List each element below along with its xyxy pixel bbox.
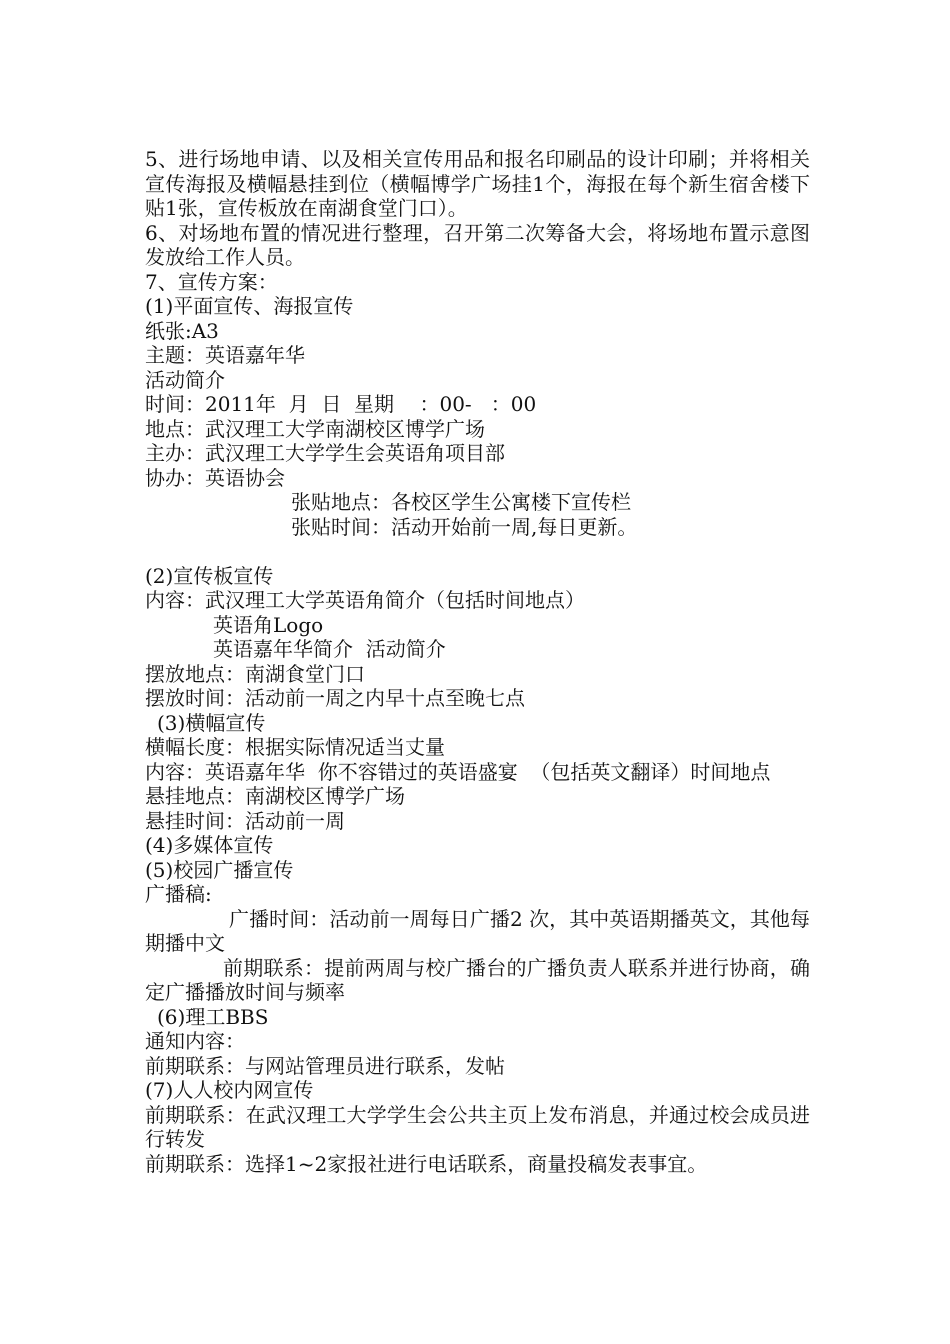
text-board-intro: 英语嘉年华简介 活动简介 <box>213 637 446 661</box>
section-heading-board: (2)宣传板宣传 <box>145 563 274 588</box>
text-posting-time: 张贴时间：活动开始前一周,每日更新。 <box>291 514 638 539</box>
text-radio-contact: 前期联系：提前两周与校广播台的广播负责人联系并进行协商，确定广播播放时间与频率 <box>145 955 810 1004</box>
text-board-time: 摆放时间：活动前一周之内早十点至晚七点 <box>145 686 525 710</box>
section-heading-bbs: (6)理工BBS <box>157 1004 269 1029</box>
text-banner-location: 悬挂地点：南湖校区博学广场 <box>145 784 405 808</box>
document-body <box>145 147 810 1176</box>
text-bbs-contact: 前期联系：与网站管理员进行联系，发帖 <box>145 1053 505 1078</box>
section-heading-banner: (3)横幅宣传 <box>157 710 266 735</box>
paragraph-step-6: 6、对场地布置的情况进行整理，召开第二次筹备大会，将场地布置示意图发放给工作人员。 <box>145 220 810 269</box>
paragraph-step-5: 5、进行场地申请、以及相关宣传用品和报名印刷品的设计印刷；并将相关宣传海报及横幅悬挂到位（横幅博学广场挂1个，海报在每个新生宿舍楼下贴1张，宣传板放在南湖食堂门口）。 <box>145 147 810 220</box>
text-location: 地点：武汉理工大学南湖校区博学广场 <box>145 416 485 441</box>
text-banner-length: 横幅长度：根据实际情况适当丈量 <box>145 735 445 759</box>
section-heading-print-poster: (1)平面宣传、海报宣传 <box>145 294 354 318</box>
text-organizer: 主办：武汉理工大学学生会英语角项目部 <box>145 441 505 465</box>
text-renren-contact: 前期联系：在武汉理工大学学生会公共主页上发布消息，并通过校会成员进行转发 <box>145 1102 810 1151</box>
text-theme: 主题：英语嘉年华 <box>145 343 305 367</box>
text-radio-time: 广播时间：活动前一周每日广播2 次，其中英语期播英文，其他每期播中文 <box>145 906 810 955</box>
text-time: 时间：2011年 月 日 星期 ：00- ：00 <box>145 392 537 416</box>
section-heading-renren: (7)人人校内网宣传 <box>145 1078 314 1102</box>
text-co-organizer: 协办：英语协会 <box>145 465 285 490</box>
text-board-location: 摆放地点：南湖食堂门口 <box>145 661 365 686</box>
section-heading-radio: (5)校园广播宣传 <box>145 857 294 882</box>
section-heading-multimedia: (4)多媒体宣传 <box>145 833 274 857</box>
text-posting-location: 张贴地点：各校区学生公寓楼下宣传栏 <box>291 490 631 514</box>
text-board-logo: 英语角Logo <box>213 612 324 637</box>
text-board-content: 内容：武汉理工大学英语角简介（包括时间地点） <box>145 588 585 612</box>
text-radio-script: 广播稿: <box>145 882 212 906</box>
paragraph-step-7-heading: 7、宣传方案： <box>145 269 278 294</box>
text-banner-time: 悬挂时间：活动前一周 <box>145 808 345 833</box>
text-activity-intro: 活动简介 <box>145 367 225 392</box>
blank-line <box>145 539 810 564</box>
text-banner-content: 内容：英语嘉年华 你不容错过的英语盛宴 （包括英文翻译）时间地点 <box>145 759 771 784</box>
text-newspaper-contact: 前期联系：选择1~2家报社进行电话联系，商量投稿发表事宜。 <box>145 1151 708 1176</box>
text-notice-content: 通知内容： <box>145 1029 245 1053</box>
text-paper-size: 纸张:A3 <box>145 318 219 343</box>
